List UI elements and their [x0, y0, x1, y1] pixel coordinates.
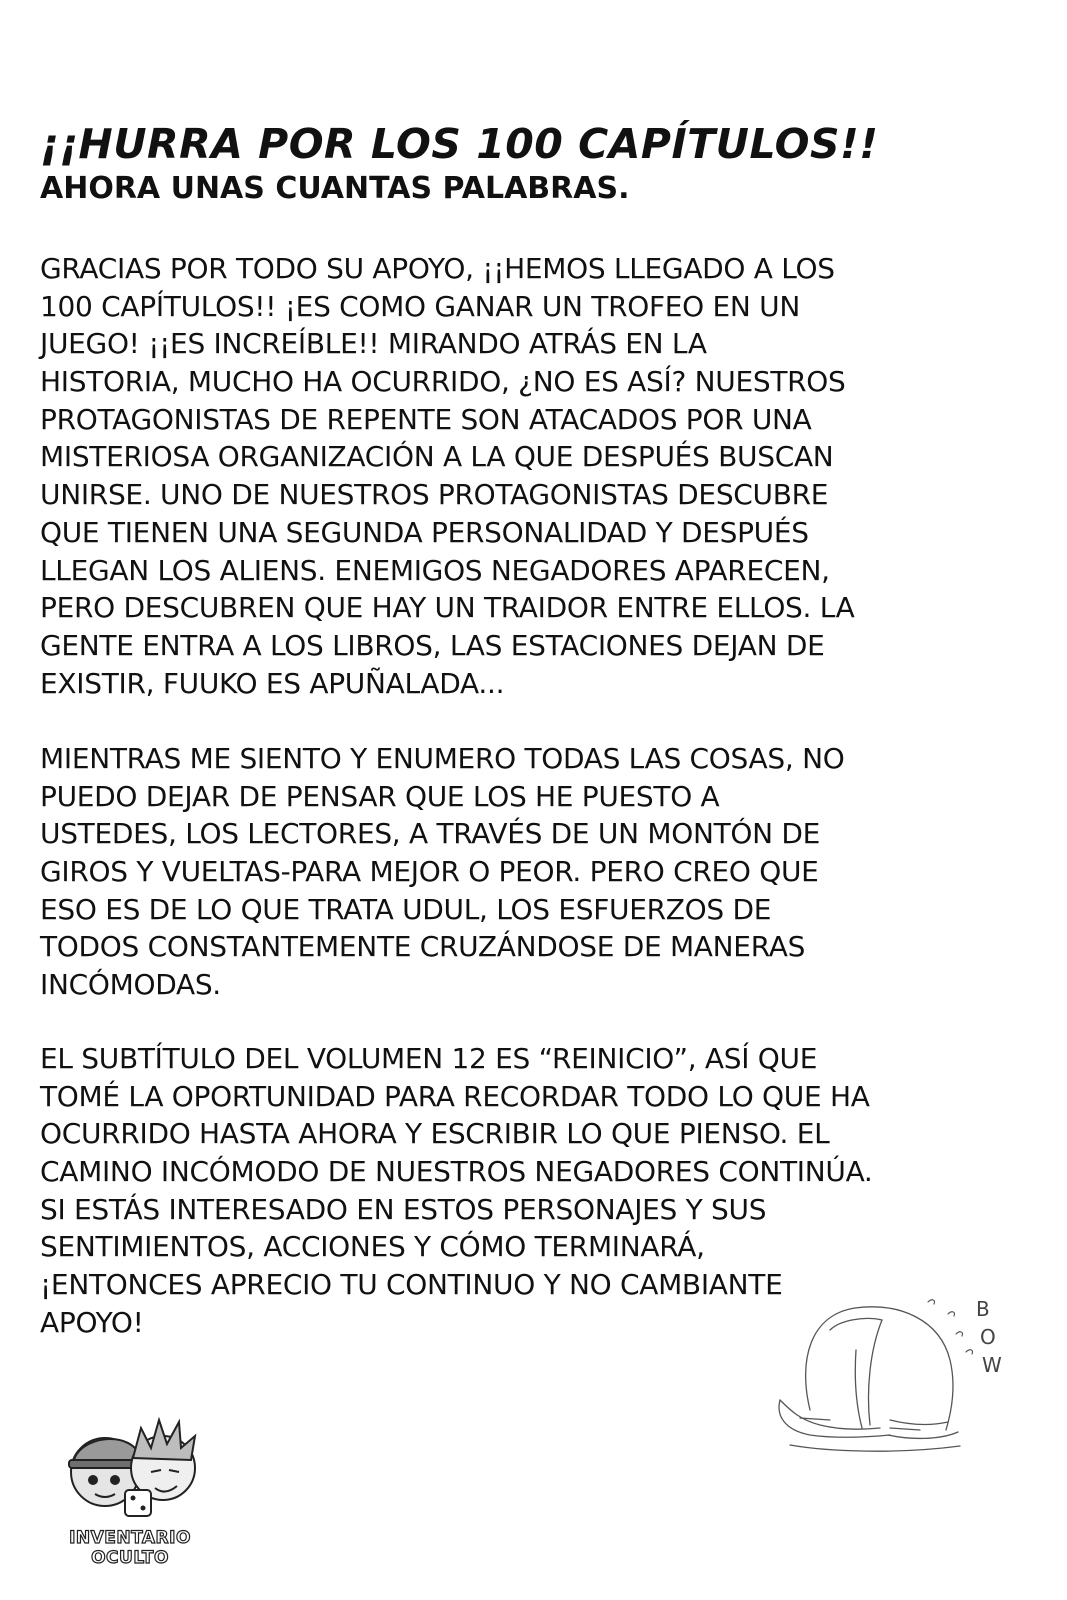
page-title: ¡¡HURRA POR LOS 100 CAPÍTULOS!! — [40, 120, 879, 168]
paragraph-1 — [40, 250, 940, 702]
text-line: INCÓMODAS. — [40, 968, 221, 1002]
bow-letter-b: B — [976, 1297, 990, 1321]
bow-letter-w: W — [982, 1353, 1002, 1377]
text-line: 100 CAPÍTULOS!! ¡ES COMO GANAR UN TROFEO EN UN — [40, 289, 800, 323]
text-line: APOYO! — [40, 1305, 144, 1339]
bow-letter-o: O — [980, 1325, 996, 1349]
text-line: GRACIAS POR TODO SU APOYO, ¡¡HEMOS LLEGADO A LOS — [40, 252, 835, 285]
text-line: SI ESTÁS INTERESADO EN ESTOS PERSONAJES Y SUS — [40, 1192, 767, 1226]
text-line: EXISTIR, FUUKO ES APUÑALADA... — [40, 666, 505, 700]
text-line: MISTERIOSA ORGANIZACIÓN A LA QUE DESPUÉS BUSCAN — [40, 440, 834, 474]
logo-text-line-2: OCULTO — [91, 1548, 169, 1568]
text-line: JUEGO! ¡¡ES INCREÍBLE!! MIRANDO ATRÁS EN LA — [40, 327, 707, 361]
logo-mascots-icon — [55, 1410, 205, 1530]
text-line: GIROS Y VUELTAS-PARA MEJOR O PEOR. PERO CREO QUE — [40, 855, 819, 889]
bowing-figure-sketch — [770, 1290, 1010, 1460]
logo-text-line-1: INVENTARIO — [69, 1528, 191, 1548]
text-line: QUE TIENEN UNA SEGUNDA PERSONALIDAD Y DESPUÉS — [40, 515, 809, 549]
text-line: PUEDO DEJAR DE PENSAR QUE LOS HE PUESTO A — [40, 779, 720, 813]
text-line: PERO DESCUBREN QUE HAY UN TRAIDOR ENTRE ELLOS. LA — [40, 591, 855, 625]
text-line: TODOS CONSTANTEMENTE CRUZÁNDOSE DE MANERAS — [40, 930, 806, 964]
text-line: UNIRSE. UNO DE NUESTROS PROTAGONISTAS DESCUBRE — [40, 478, 829, 512]
text-line: MIENTRAS ME SIENTO Y ENUMERO TODAS LAS COSAS, NO — [40, 742, 845, 775]
text-line: GENTE ENTRA A LOS LIBROS, LAS ESTACIONES DEJAN DE — [40, 628, 825, 662]
paragraph-2 — [40, 740, 940, 1004]
text-line: TOMÉ LA OPORTUNIDAD PARA RECORDAR TODO LO QUE HA — [40, 1079, 870, 1113]
text-line: ESO ES DE LO QUE TRATA UDUL, LOS ESFUERZOS DE — [40, 892, 772, 926]
text-line: OCURRIDO HASTA AHORA Y ESCRIBIR LO QUE PIENSO. EL — [40, 1117, 830, 1151]
text-line: PROTAGONISTAS DE REPENTE SON ATACADOS POR UNA — [40, 402, 812, 436]
text-line: HISTORIA, MUCHO HA OCURRIDO, ¿NO ES ASÍ? NUESTROS — [40, 365, 846, 399]
text-line: SENTIMIENTOS, ACCIONES Y CÓMO TERMINARÁ, — [40, 1230, 705, 1264]
text-line: LLEGAN LOS ALIENS. ENEMIGOS NEGADORES APARECEN, — [40, 553, 830, 587]
inventario-oculto-logo — [55, 1410, 205, 1570]
text-line: USTEDES, LOS LECTORES, A TRAVÉS DE UN MONTÓN DE — [40, 817, 821, 851]
text-line: ¡ENTONCES APRECIO TU CONTINUO Y NO CAMBIANTE — [40, 1268, 783, 1302]
text-line: CAMINO INCÓMODO DE NUESTROS NEGADORES CONTINÚA. — [40, 1155, 873, 1189]
page-subtitle: AHORA UNAS CUANTAS PALABRAS. — [40, 171, 630, 206]
text-line: EL SUBTÍTULO DEL VOLUMEN 12 ES “REINICIO”, ASÍ QUE — [40, 1042, 818, 1075]
